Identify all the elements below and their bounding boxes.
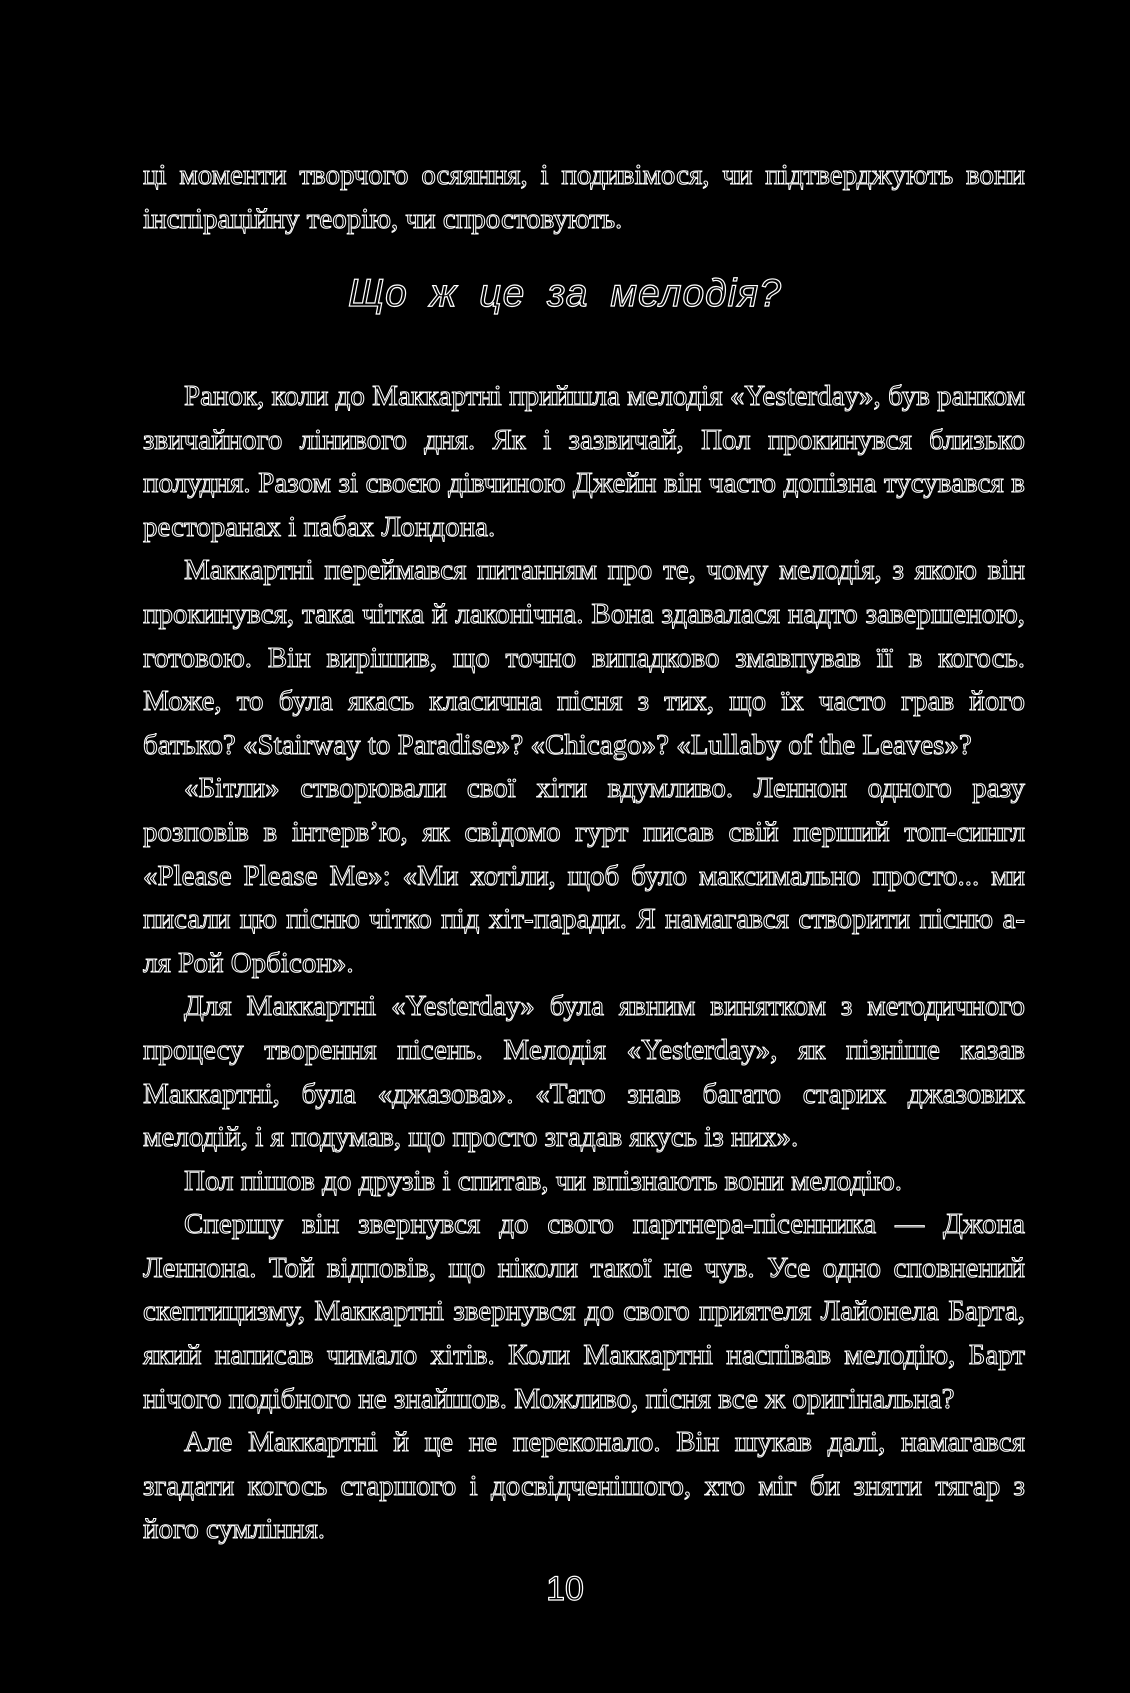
body-text xyxy=(143,375,1025,1552)
section-heading: Що ж це за мелодія? xyxy=(348,272,782,315)
page-number: 10 xyxy=(546,1570,584,1608)
paragraph: Спершу він звернувся до свого партнера-пісенника — Джона Леннона. Той відповів, що ніколи такої не чув. Усе одно сповнений скептицизму, Маккартні звернувся до свого приятеля Лайонела Барта, який написав чимало хітів. Коли Маккартні наспівав мелодію, Барт нічого подібного не знайшов. Можливо, пісня все ж оригінальна? xyxy=(143,1208,1025,1415)
paragraph: Пол пішов до друзів і спитав, чи впізнають вони мелодію. xyxy=(184,1164,903,1197)
intro-text: ці моменти творчого осяяння, і подивімося, чи підтверджують вони інспіраційну теорію, чи спростовують. xyxy=(143,159,1025,235)
paragraph: Для Маккартні «Yesterday» була явним винятком з методичного процесу творення пісень. Мелодія «Yesterday», як пізніше казав Маккартні, була «джазова». «Тато знав багато старих джазових мелодій, і я подумав, що просто згадав якусь із них». xyxy=(143,990,1025,1154)
paragraph: Маккартні переймався питанням про те, чому мелодія, з якою він прокинувся, така чітка й лаконічна. Вона здавалася надто завершеною, готовою. Він вирішив, що точно випадково змавпував її в когось. Може, то була якась класична пісня з тих, що їх часто грав його батько? «Stairway to Paradise»? «Chicago»? «Lullaby of the Leaves»? xyxy=(143,554,1025,761)
paragraph: Але Маккартні й це не переконало. Він шукав далі, намагався згадати когось старшого і досвідченішого, хто міг би зняти тягар з його сумління. xyxy=(143,1426,1025,1546)
paragraph: «Бітли» створювали свої хіти вдумливо. Леннон одного разу розповів в інтерв’ю, як свідомо гурт писав свій перший топ-сингл «Please Please Me»: «Ми хотіли, щоб було максимально просто... ми писали цю пісню чітко під хіт-паради. Я намагався створити пісню а-ля Рой Орбісон». xyxy=(143,772,1025,979)
paragraph: Ранок, коли до Маккартні прийшла мелодія «Yesterday», був ранком звичайного лінивого дня. Як і зазвичай, Пол прокинувся близько полудня. Разом зі своєю дівчиною Джейн він часто допізна тусувався в ресторанах і пабах Лондона. xyxy=(143,380,1025,543)
intro-paragraph xyxy=(143,154,1025,241)
